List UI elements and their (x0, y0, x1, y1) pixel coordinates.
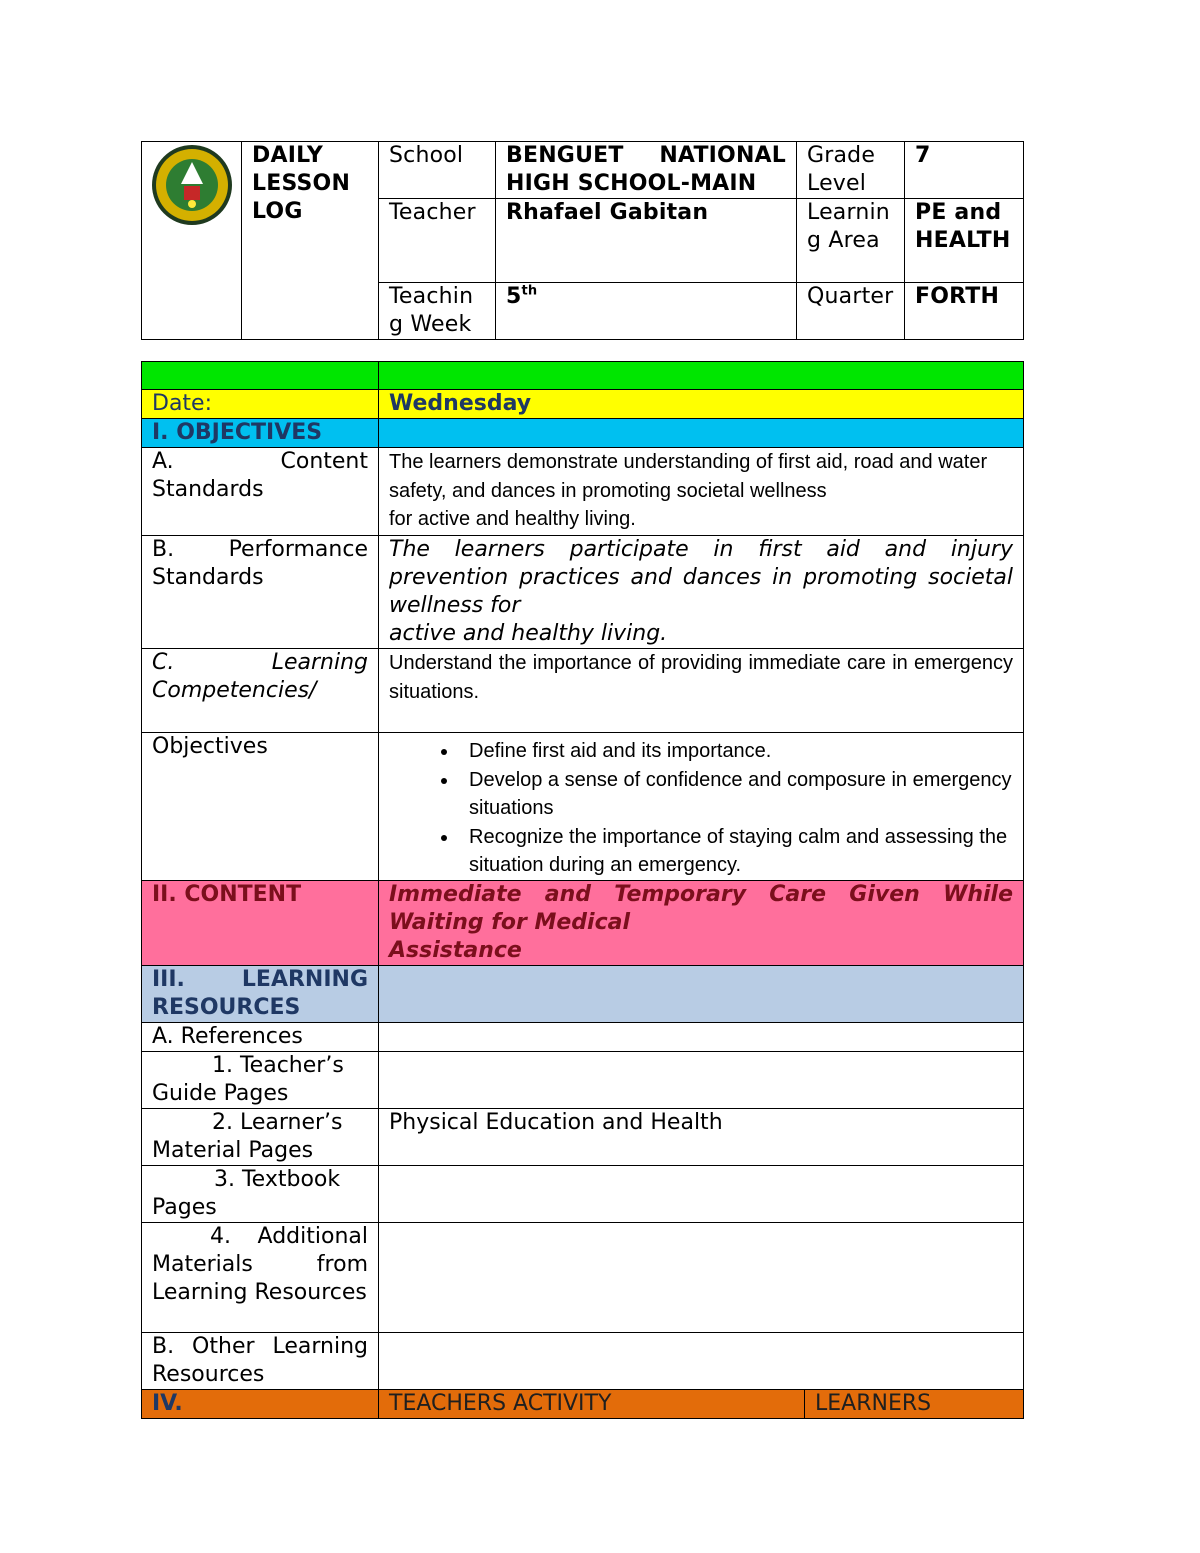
teachers-guide-row (142, 1051, 1024, 1108)
textbook-label: 3. Textbook Pages (142, 1165, 379, 1222)
performance-standards-row (142, 536, 1024, 649)
quarter-label: Quarter (797, 283, 905, 340)
grade-value: 7 (905, 142, 1024, 199)
objectives-label: Objectives (142, 733, 379, 881)
performance-standards-value: The learners participate in first aid and injury prevention practices and dances in promoting societal wellness for active and healthy living. (379, 536, 1024, 649)
list-item: • Define first aid and its importance. (459, 737, 1013, 766)
area-value: PE and HEALTH (905, 199, 1024, 283)
grade-label: Grade Level (797, 142, 905, 199)
teachers-activity-heading: TEACHERS ACTIVITY (379, 1389, 805, 1418)
references-label: A. References (142, 1022, 379, 1051)
resources-heading-row (142, 965, 1024, 1022)
date-label: Date: (142, 390, 379, 419)
objectives-row (142, 733, 1024, 881)
objectives-heading-row (142, 419, 1024, 448)
teacher-value: Rhafael Gabitan (496, 199, 797, 283)
learners-heading: LEARNERS (805, 1389, 1024, 1418)
header-table (141, 141, 1024, 340)
lesson-table (141, 361, 1024, 1419)
list-item: • Recognize the importance of staying calm and assessing the situation during an emergency. (459, 823, 1013, 880)
green-band-row (142, 362, 1024, 390)
other-resources-label: B. Other Learning Resources (142, 1332, 379, 1389)
competencies-label: C. Learning Competencies/ (142, 649, 379, 733)
additional-materials-row (142, 1222, 1024, 1332)
content-heading: II. CONTENT (142, 880, 379, 965)
performance-standards-label: B. Performance Standards (142, 536, 379, 649)
content-standards-row (142, 448, 1024, 536)
quarter-value: FORTH (905, 283, 1024, 340)
content-row (142, 880, 1024, 965)
teacher-label: Teacher (379, 199, 496, 283)
school-label: School (379, 142, 496, 199)
content-value: Immediate and Temporary Care Given While Waiting for Medical Assistance (379, 880, 1024, 965)
competencies-value: Understand the importance of providing immediate care in emergency situations. (379, 649, 1024, 733)
page-title: DAILY LESSON LOG (252, 143, 351, 224)
content-standards-value: The learners demonstrate understanding of first aid, road and water safety, and dances in promoting societal wellness for active and healthy living. (379, 448, 1024, 536)
date-value: Wednesday (379, 390, 1024, 419)
learners-material-value: Physical Education and Health (379, 1108, 1024, 1165)
additional-materials-label: 4. Additional Materials from Learning Resources (142, 1222, 379, 1332)
resources-heading: III. LEARNING RESOURCES (142, 965, 379, 1022)
teachers-guide-label: 1. Teacher’s Guide Pages (142, 1051, 379, 1108)
procedures-row (142, 1389, 1024, 1418)
other-resources-row (142, 1332, 1024, 1389)
logo-cell (142, 142, 242, 340)
objectives-list-cell (379, 733, 1024, 881)
week-label: Teaching Week (379, 283, 496, 340)
textbook-row (142, 1165, 1024, 1222)
school-value: BENGUET NATIONAL HIGH SCHOOL-MAIN (496, 142, 797, 199)
learners-material-label: 2. Learner’s Material Pages (142, 1108, 379, 1165)
area-label: Learning Area (797, 199, 905, 283)
objectives-list (389, 737, 1013, 880)
learners-material-row (142, 1108, 1024, 1165)
list-item: • Develop a sense of confidence and composure in emergency situations (459, 766, 1013, 823)
objectives-heading: I. OBJECTIVES (142, 419, 379, 448)
competencies-row (142, 649, 1024, 733)
date-row (142, 390, 1024, 419)
procedures-label: IV. (142, 1389, 379, 1418)
content-standards-label: A. Content Standards (142, 448, 379, 536)
references-row (142, 1022, 1024, 1051)
school-seal-icon (151, 144, 233, 226)
title-cell (242, 142, 379, 340)
week-value: 5th (496, 283, 797, 340)
